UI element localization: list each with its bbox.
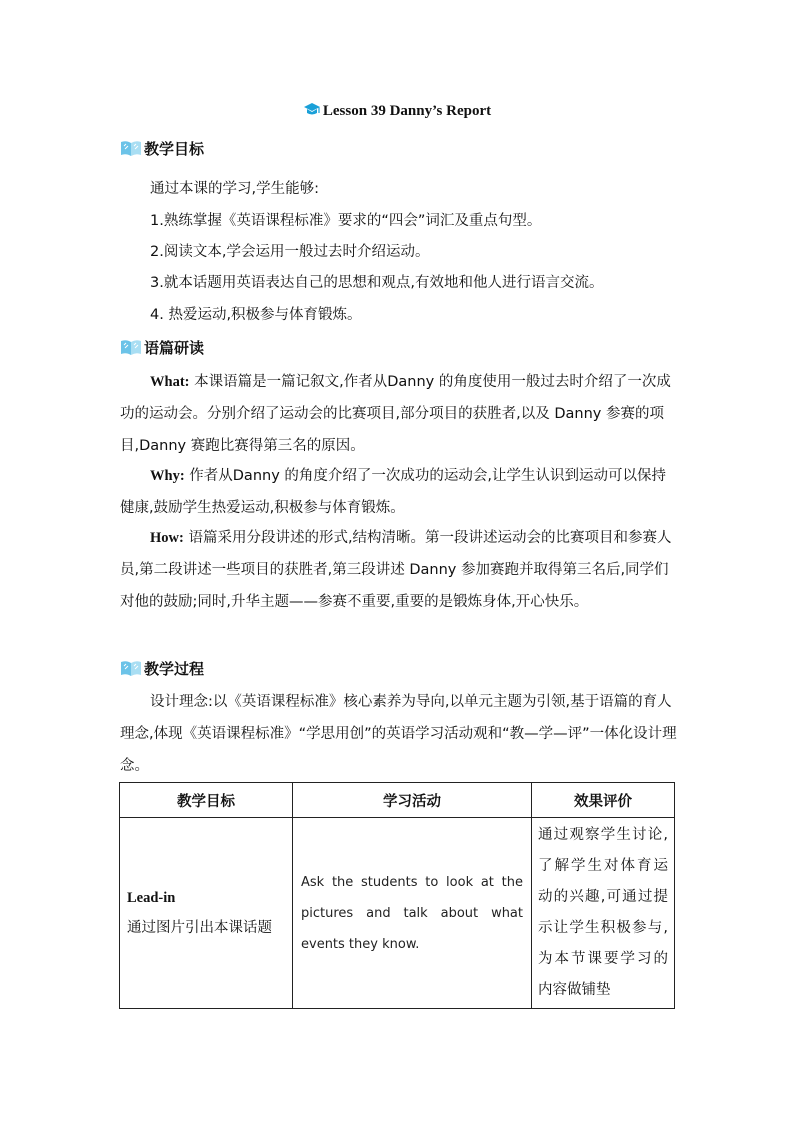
goal-item-2: 2.阅读文本,学会运用一般过去时介绍运动。 bbox=[150, 244, 430, 260]
goal-item-4: 4. 热爱运动,积极参与体育锻炼。 bbox=[150, 307, 362, 323]
header-evaluation: 效果评价 bbox=[532, 783, 675, 818]
section-heading-goals: 教学目标 bbox=[120, 138, 204, 162]
goals-intro: 通过本课的学习,学生能够: bbox=[150, 181, 319, 197]
cell-evaluation: 通过观察学生讨论,了解学生对体育运动的兴趣,可通过提示让学生积极参与,为本节课要学习的内容做铺垫 bbox=[532, 818, 675, 1009]
section-heading-process: 教学过程 bbox=[120, 658, 204, 682]
lesson-title bbox=[0, 102, 794, 123]
section-heading-reading: 语篇研读 bbox=[120, 337, 204, 361]
what-label: What: bbox=[150, 374, 190, 390]
goal-item-1: 1.熟练掌握《英语课程标准》要求的“四会”词汇及重点句型。 bbox=[150, 213, 542, 229]
lesson-table bbox=[119, 782, 675, 1009]
table-header-row bbox=[120, 783, 675, 818]
why-label: Why: bbox=[150, 468, 185, 484]
book-icon bbox=[120, 337, 142, 361]
lead-in-title: Lead-in bbox=[127, 890, 176, 906]
lead-in-text: 通过图片引出本课话题 bbox=[127, 920, 272, 936]
cell-goal bbox=[120, 818, 293, 1009]
how-label: How: bbox=[150, 530, 184, 546]
lesson-title-text: Lesson 39 Danny’s Report bbox=[322, 103, 492, 119]
reading-why bbox=[120, 460, 680, 524]
header-activity: 学习活动 bbox=[293, 783, 532, 818]
process-design-text: 设计理念:以《英语课程标准》核心素养为导向,以单元主题为引领,基于语篇的育人理念,体现《英语课程标准》“学思用创”的英语学习活动观和“教—学—评”一体化设计理念。 bbox=[120, 694, 677, 774]
reading-how bbox=[120, 522, 680, 618]
why-text: 作者从Danny 的角度介绍了一次成功的运动会,让学生认识到运动可以保持健康,鼓励学生热爱运动,积极参与体育锻炼。 bbox=[120, 468, 666, 516]
cell-activity: Ask the students to look at the pictures and talk about what events they know. bbox=[293, 818, 532, 1009]
how-text: 语篇采用分段讲述的形式,结构清晰。第一段讲述运动会的比赛项目和参赛人员,第二段讲述一些项目的获胜者,第三段讲述 Danny 参加赛跑并取得第三名后,同学们对他的鼓励;同时,升华主题——参赛不重要,重要的是锻炼身体,开心快乐。 bbox=[120, 530, 672, 610]
goal-item-3: 3.就本话题用英语表达自己的思想和观点,有效地和他人进行语言交流。 bbox=[150, 275, 604, 291]
what-text: 本课语篇是一篇记叙文,作者从Danny 的角度使用一般过去时介绍了一次成功的运动会。分别介绍了运动会的比赛项目,部分项目的获胜者,以及 Danny 参赛的项目,Danny 赛跑比赛得第三名的原因。 bbox=[120, 374, 671, 454]
graduation-cap-icon bbox=[303, 102, 321, 123]
header-goal: 教学目标 bbox=[120, 783, 293, 818]
reading-what bbox=[120, 366, 680, 462]
book-icon bbox=[120, 138, 142, 162]
table-row bbox=[120, 818, 675, 1009]
book-icon bbox=[120, 658, 142, 682]
